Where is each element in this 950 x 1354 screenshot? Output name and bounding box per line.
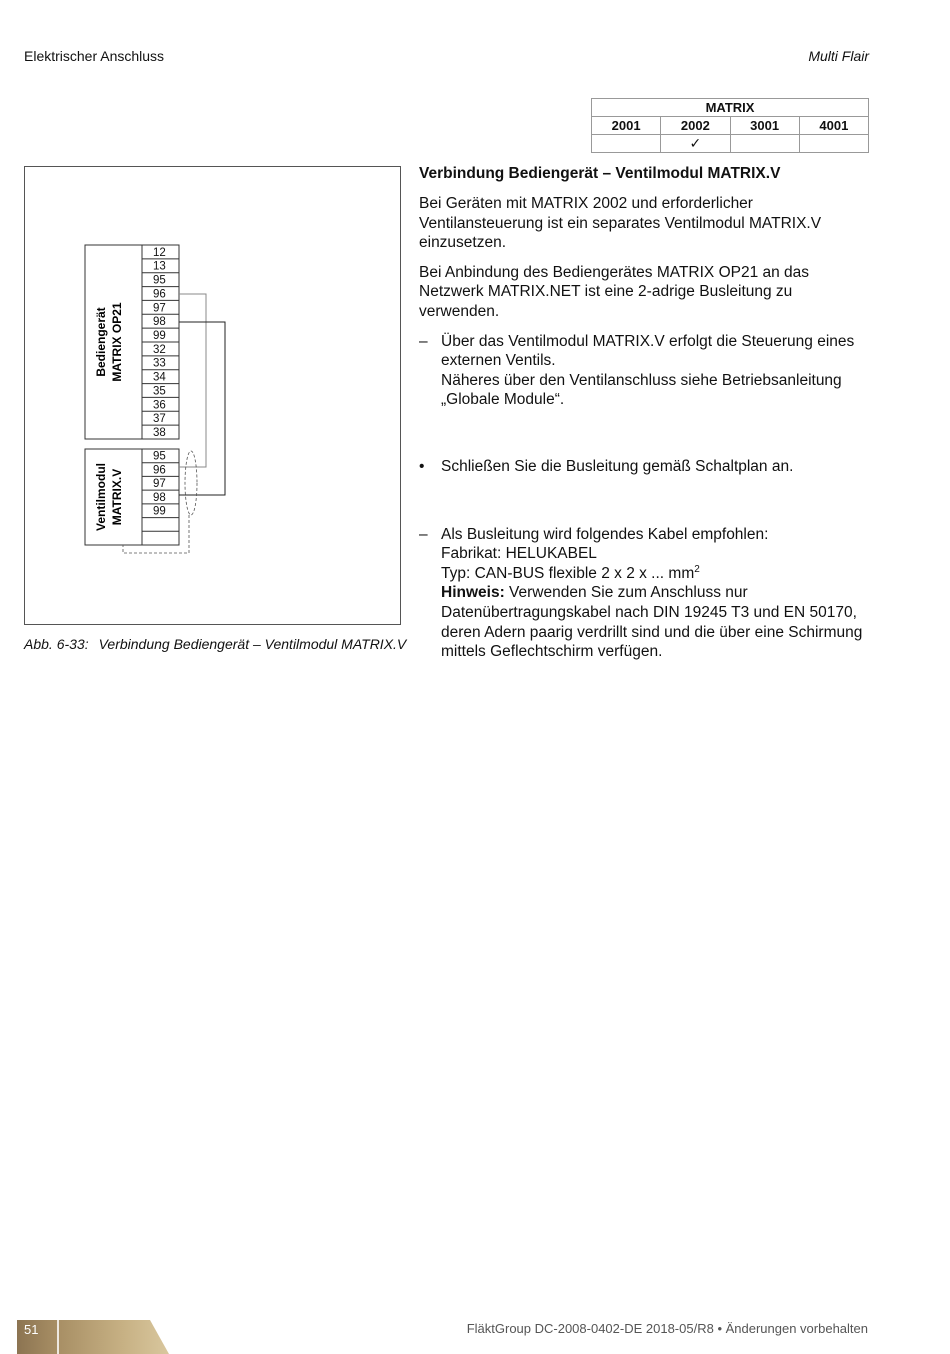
paragraph-intro: Bei Geräten mit MATRIX 2002 und erforderlicher Ventilansteuerung ist ein separates Ventilmodul MATRIX.V einzusetzen. xyxy=(419,195,822,252)
cable-intro-text: Als Busleitung wird folgendes Kabel empfohlen: xyxy=(441,525,769,543)
cable-manufacturer-text: Fabrikat: HELUKABEL xyxy=(441,545,597,563)
twisted-pair-marker xyxy=(185,451,197,515)
valve-reference-text: Näheres über den Ventilanschluss siehe Betriebsanleitung „Globale Module“. xyxy=(441,371,842,409)
matrix-table-title: MATRIX xyxy=(592,99,869,117)
device2-terminal-97: 97 xyxy=(153,478,166,491)
cable-type-value: Typ: CAN-BUS flexible 2 x 2 x ... mm xyxy=(441,564,695,582)
footer-document-info: FläktGroup DC-2008-0402-DE 2018-05/R8 • Änderungen vorbehalten xyxy=(466,1321,868,1336)
device1-terminal-34: 34 xyxy=(153,371,166,384)
device2-label-line2: MATRIX.V xyxy=(110,468,124,526)
cable-hint xyxy=(441,583,871,661)
instruction-text: Schließen Sie die Busleitung gemäß Schaltplan an. xyxy=(441,457,794,475)
device1-label-line1: Bediengerät xyxy=(94,307,108,377)
device1-terminal-12: 12 xyxy=(153,246,166,259)
main-content xyxy=(419,164,871,672)
device1-terminal-96: 96 xyxy=(153,288,166,301)
cable-type-text xyxy=(441,564,871,584)
bullet-mark: • xyxy=(419,457,425,475)
device2-terminal-96: 96 xyxy=(153,464,166,477)
device2-label-line1: Ventilmodul xyxy=(94,462,108,532)
device1-terminal-99: 99 xyxy=(153,330,166,342)
device1-terminal-38: 38 xyxy=(153,427,166,439)
device2-terminal-98: 98 xyxy=(153,491,166,504)
paragraph-network: Bei Anbindung des Bediengerätes MATRIX OP21 an das Netzwerk MATRIX.NET ist eine 2-adrige Busleitung zu verwenden. xyxy=(419,263,810,320)
matrix-compatibility-table xyxy=(591,98,869,153)
device1-terminal-95: 95 xyxy=(153,274,166,287)
list-item-cable-recommendation xyxy=(419,525,871,662)
matrix-col-3001: 3001 xyxy=(730,117,799,135)
hint-label: Hinweis: xyxy=(441,584,505,602)
matrix-col-4001: 4001 xyxy=(799,117,868,135)
device1-terminal-32: 32 xyxy=(153,343,166,356)
device1-terminal-98: 98 xyxy=(153,316,166,329)
page-number: 51 xyxy=(24,1322,39,1337)
list-item-bullet-instruction xyxy=(419,457,871,477)
device1-terminal-97: 97 xyxy=(153,302,166,315)
dash-mark: – xyxy=(419,525,428,543)
header-product-name: Multi Flair xyxy=(808,48,869,64)
device1-terminal-37: 37 xyxy=(153,413,166,426)
matrix-col-2001: 2001 xyxy=(592,117,661,135)
figure-caption-text: Verbindung Bediengerät – Ventilmodul MATRIX.V xyxy=(98,636,407,652)
cable-type-superscript: 2 xyxy=(694,563,700,575)
hint-text: Verwenden Sie zum Anschluss nur Datenübertragungskabel nach DIN 19245 T3 und EN 50170, deren Adern paarig verdrillt sind und die über eine Schirmung mittels Geflechtschirm verfügen. xyxy=(441,584,863,661)
matrix-check-2002: ✓ xyxy=(661,135,730,153)
device1-terminal-13: 13 xyxy=(153,260,166,273)
matrix-check-4001 xyxy=(799,135,868,153)
bus-wire-96 xyxy=(179,294,206,467)
header-section-title: Elektrischer Anschluss xyxy=(24,48,165,64)
device2-terminal-99: 99 xyxy=(153,505,166,518)
device2-terminal-95: 95 xyxy=(153,450,166,463)
section-heading: Verbindung Bediengerät – Ventilmodul MATRIX.V xyxy=(419,165,781,182)
device1-terminal-36: 36 xyxy=(153,399,166,412)
figure-number: Abb. 6-33: xyxy=(24,636,89,652)
valve-control-text: Über das Ventilmodul MATRIX.V erfolgt die Steuerung eines externen Ventils. xyxy=(441,332,855,370)
wiring-diagram-svg xyxy=(25,167,402,626)
figure-caption xyxy=(24,636,406,652)
matrix-check-2001 xyxy=(592,135,661,153)
footer-page-tab xyxy=(17,1320,169,1354)
dash-mark: – xyxy=(419,332,428,350)
device1-label-line2: MATRIX OP21 xyxy=(110,302,124,382)
device1-terminal-35: 35 xyxy=(153,385,166,398)
device1-terminal-33: 33 xyxy=(153,357,166,370)
matrix-col-2002: 2002 xyxy=(661,117,730,135)
matrix-check-3001 xyxy=(730,135,799,153)
wiring-diagram xyxy=(24,166,401,625)
list-item-valve-control xyxy=(419,332,871,410)
